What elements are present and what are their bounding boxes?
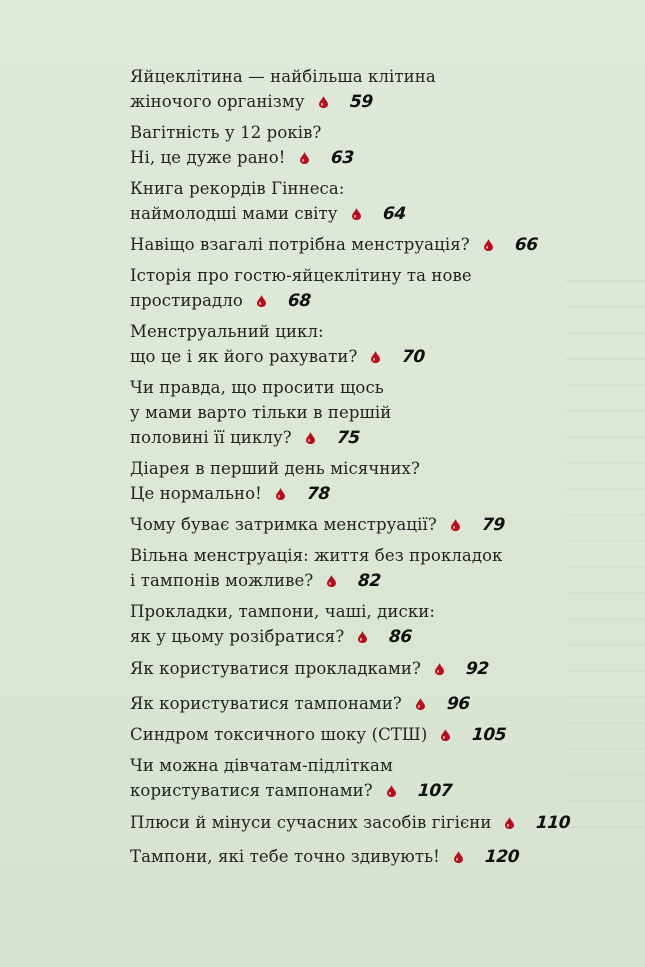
page-number[interactable]: 75 [336,428,361,448]
toc-entry-line [130,201,600,226]
toc-entry-title: Це нормально! [130,484,262,503]
toc-entry-line [130,400,600,425]
blood-drop-icon [306,432,315,444]
toc-entry[interactable] [130,375,600,450]
toc-entry[interactable] [130,176,600,226]
toc-entry-title: Історія про гостю-яйцеклітину та нове [130,266,472,285]
toc-entry-title: Як користуватися прокладками? [130,659,421,678]
toc-entry-title: половині її циклу? [130,428,292,447]
toc-entry[interactable] [130,512,600,537]
toc-entry-line [130,543,600,568]
toc-entry-title: простирадло [130,291,243,310]
toc-entry[interactable] [130,543,600,593]
toc-entry-title: Ні, це дуже рано! [130,148,286,167]
blood-drop-icon [416,698,425,710]
toc-entry-title: Чому буває затримка менструації? [130,515,437,534]
toc-entry-line [130,691,600,716]
toc-entry-title: Чи правда, що просити щось [130,378,384,397]
toc-entry-line [130,599,600,624]
blood-drop-icon [454,851,463,863]
page-number[interactable]: 96 [446,694,471,714]
toc-entry[interactable] [130,120,600,170]
toc-entry-line [130,481,600,506]
blood-drop-icon [371,351,380,363]
page-number[interactable]: 66 [513,235,539,255]
toc-entry[interactable] [130,844,600,869]
page-number[interactable]: 68 [287,291,312,311]
toc-entry[interactable] [130,263,600,313]
page-number[interactable]: 79 [481,515,506,535]
blood-drop-icon [276,488,285,500]
toc-entry-title: Чи можна дівчатам-підліткам [130,756,393,775]
page-number[interactable]: 110 [535,813,572,833]
toc-entry-title: Тампони, які тебе точно здивують! [130,847,440,866]
toc-entry-title: користуватися тампонами? [130,781,373,800]
toc-entry-line [130,145,600,170]
toc-entry[interactable] [130,722,600,747]
toc-entry-line [130,375,600,400]
toc-entry-line [130,120,600,145]
blood-drop-icon [319,96,328,108]
toc-entry[interactable] [130,753,600,803]
toc-entry[interactable] [130,599,600,649]
toc-entry-title: Вільна менструація: життя без прокладок [130,546,503,565]
blood-drop-icon [441,729,450,741]
toc-entry-title: Плюси й мінуси сучасних засобів гігієни [130,813,492,832]
toc-entry-line [130,722,600,747]
toc-entry[interactable] [130,456,600,506]
page-number[interactable]: 107 [417,781,453,801]
toc-entry[interactable] [130,319,600,369]
blood-drop-icon [505,817,514,829]
toc-entry-title: Книга рекордів Гіннеса: [130,179,345,198]
blood-drop-icon [484,239,493,251]
toc-entry-line [130,753,600,778]
page-number[interactable]: 82 [357,571,382,591]
toc-entry-line [130,64,600,89]
page-number[interactable]: 92 [465,659,490,679]
toc-entry-line [130,176,600,201]
toc-entry-line [130,512,600,537]
toc-entry-title: Синдром токсичного шоку (СТШ) [130,725,428,744]
toc-entry[interactable] [130,656,600,681]
toc-entry-line [130,844,600,869]
toc-entry-title: що це і як його рахувати? [130,347,358,366]
page-number[interactable]: 63 [329,148,354,168]
blood-drop-icon [451,519,460,531]
page-number[interactable]: 64 [381,204,406,224]
toc-entry-title: і тампонів можливе? [130,571,314,590]
toc-entry-title: Навіщо взагалі потрібна менструація? [130,235,470,254]
toc-entry-title: Менструальний цикл: [130,322,324,341]
toc-entry-line [130,288,600,313]
toc-entry-title: наймолодші мами світу [130,204,338,223]
toc-entry[interactable] [130,691,600,716]
toc-entry-line [130,624,600,649]
toc-entry-line [130,89,600,114]
toc-entry-title: у мами варто тільки в першій [130,403,392,422]
blood-drop-icon [358,631,367,643]
toc-entry-line [130,344,600,369]
blood-drop-icon [257,295,266,307]
toc-entry[interactable] [130,810,600,835]
toc-entry-title: Яйцеклітина — найбільша клітина [130,67,436,86]
blood-drop-icon [327,575,336,587]
toc-entry-title: жіночого організму [130,92,305,111]
page-number[interactable]: 59 [348,92,374,112]
blood-drop-icon [435,663,444,675]
toc-entry-title: Вагітність у 12 років? [130,123,322,142]
toc-entry-title: як у цьому розібратися? [130,627,345,646]
toc-entry[interactable] [130,64,600,114]
toc-entry-line [130,263,600,288]
toc-entry-title: Прокладки, тампони, чаші, диски: [130,602,436,621]
toc-entry-line [130,810,600,835]
blood-drop-icon [352,208,361,220]
toc-entry-line [130,319,600,344]
toc-entry-title: Діарея в перший день місячних? [130,459,420,478]
toc-entry-line [130,778,600,803]
toc-entry-title: Як користуватися тампонами? [130,694,402,713]
toc-entry-line [130,656,600,681]
blood-drop-icon [300,152,309,164]
page-number[interactable]: 78 [306,484,331,504]
toc-entry-line [130,232,600,257]
page-number[interactable]: 70 [401,347,426,367]
toc-entry-line [130,425,600,450]
toc-entry-line [130,456,600,481]
toc-entry-line [130,568,600,593]
blood-drop-icon [387,785,396,797]
page-number[interactable]: 86 [388,627,413,647]
toc-entry[interactable] [130,232,600,257]
page-number[interactable]: 120 [484,847,520,867]
page-number[interactable]: 105 [471,725,508,745]
